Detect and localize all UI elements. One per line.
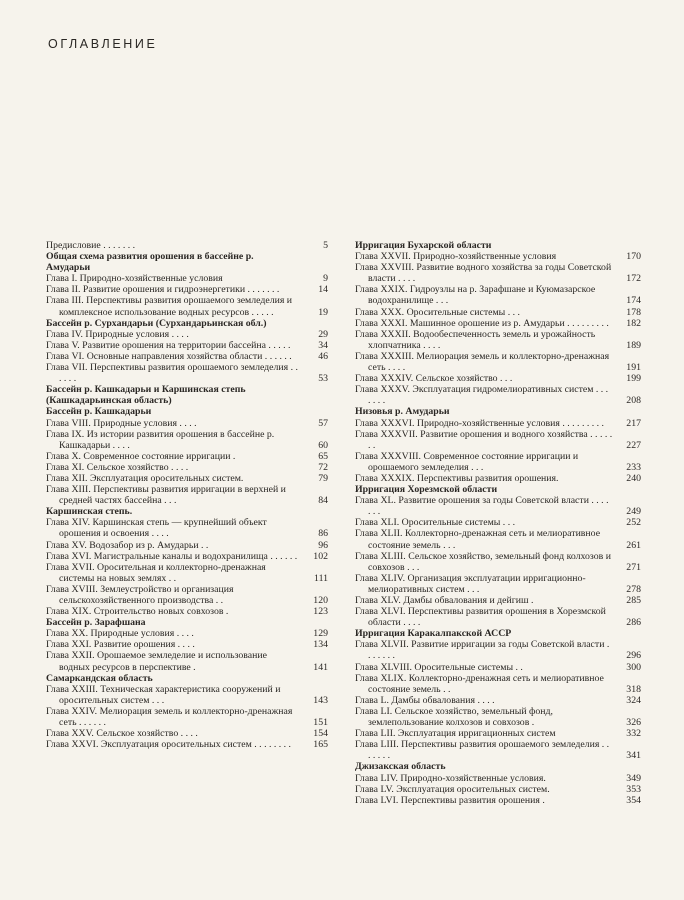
toc-entry-title: Глава LVI. Перспективы развития орошения . (355, 794, 545, 806)
toc-entry (355, 517, 641, 528)
toc-entry-title: Глава XLVII. Развитие ирригации за годы Советской власти . . . . . . . (355, 639, 610, 662)
toc-page-number: 341 (626, 750, 641, 762)
toc-entry-title: Глава XLIV. Организация эксплуатации ирригационно-мелиоративных систем . . . (355, 572, 586, 595)
toc-entry (355, 351, 641, 373)
toc-entry (46, 650, 328, 672)
toc-page-number: 285 (626, 595, 641, 606)
toc-page-number: 123 (313, 606, 328, 618)
toc-page-number: 165 (313, 739, 328, 751)
toc-entry-title: Глава XV. Водозабор из р. Амударьи . . (46, 539, 209, 551)
toc-page-number: 129 (313, 628, 328, 640)
toc-entry-title: Глава XXXVII. Развитие орошения и водного хозяйства . . . . . . . (355, 428, 613, 451)
toc-page-number: 252 (626, 517, 641, 529)
toc-entry-title: Бассейн р. Кашкадарьи (46, 406, 152, 418)
toc-entry-title: Глава X. Современное состояние ирригации . (46, 450, 236, 462)
toc-entry (46, 684, 328, 706)
toc-entry-title: Глава XVIII. Землеустройство и организация сельскохозяйственного производства . . (46, 583, 234, 606)
toc-page-number: 53 (318, 373, 328, 385)
toc-page-number: 217 (626, 417, 641, 429)
toc-entry (46, 706, 328, 728)
toc-entry-title: Джизакская область (355, 761, 446, 773)
toc-page-number: 326 (626, 717, 641, 729)
toc-column-left (46, 240, 328, 750)
toc-entry-title: Глава XXII. Орошаемое земледелие и использование водных ресурсов в перспективе . (46, 650, 267, 673)
toc-page-number: 151 (313, 717, 328, 729)
toc-entry-title: Каршинская степь. (46, 506, 133, 518)
toc-entry-title: Глава XLV. Дамбы обвалования и дейгиш . (355, 595, 534, 606)
toc-entry-title: Глава VII. Перспективы развития орошаемого земледелия . . . . . . (46, 362, 298, 385)
toc-section-heading (46, 617, 328, 628)
toc-entry-title: Глава XVI. Магистральные каналы и водохранилища . . . . . . (46, 550, 298, 562)
toc-entry-title: Глава LV. Эксплуатация оросительных систем. (355, 783, 550, 795)
toc-entry-title: Глава XIII. Перспективы развития ирригации в верхней и средней частях бассейна . . . (46, 484, 286, 507)
toc-entry (46, 429, 328, 451)
toc-entry (355, 606, 641, 628)
toc-section-heading (355, 240, 641, 251)
toc-entry-title: Глава XXIX. Гидроузлы на р. Зарафшане и Куюмазарское водохранилище . . . (355, 284, 596, 307)
toc-entry (355, 251, 641, 262)
toc-entry-title: Глава XXXI. Машинное орошение из р. Амударьи . . . . . . . . . (355, 317, 609, 329)
toc-entry-title: Глава XXX. Оросительные системы . . . (355, 306, 520, 318)
toc-entry (355, 384, 641, 406)
toc-page-number: 170 (626, 251, 641, 263)
toc-entry-title: Глава XXXIX. Перспективы развития орошения. (355, 472, 559, 484)
toc-page-number: 102 (313, 550, 328, 562)
toc-entry (355, 739, 641, 761)
toc-entry (46, 273, 328, 284)
toc-entry (355, 451, 641, 473)
toc-entry-title: Глава I. Природно-хозяйственные условия (46, 273, 223, 285)
toc-entry (46, 329, 328, 340)
toc-page-number: 208 (626, 395, 641, 407)
toc-entry-title: Глава L. Дамбы обвалования . . . . (355, 694, 495, 706)
page-title: ОГЛАВЛЕНИЕ (48, 37, 158, 51)
toc-page-number: 354 (626, 794, 641, 806)
toc-entry-title: Глава V. Развитие орошения на территории бассейна . . . . . (46, 339, 291, 351)
toc-entry-title: Бассейн р. Кашкадарьи и Каршинская степь (Кашкадарьинская область) (46, 384, 246, 407)
toc-entry (355, 551, 641, 573)
toc-page-number: 143 (313, 694, 328, 706)
toc-page-number: 72 (318, 461, 328, 473)
toc-entry (46, 606, 328, 617)
toc-entry-title: Самаркандская область (46, 672, 153, 684)
toc-entry (46, 540, 328, 551)
toc-entry-title: Глава XXIII. Техническая характеристика сооружений и оросительных систем . . . (46, 683, 281, 706)
toc-entry-title: Ирригация Бухарской области (355, 240, 492, 251)
toc-page-number: 172 (626, 273, 641, 285)
toc-entry-title: Глава II. Развитие орошения и гидроэнергетики . . . . . . . (46, 284, 280, 296)
toc-page-number: 199 (626, 373, 641, 385)
toc-entry (355, 429, 641, 451)
toc-entry-title: Бассейн р. Зарафшана (46, 617, 146, 629)
toc-page-number: 182 (626, 317, 641, 329)
toc-page-number: 111 (314, 572, 328, 584)
toc-section-heading (355, 761, 641, 772)
toc-entry (355, 706, 641, 728)
toc-entry (355, 595, 641, 606)
toc-entry-title: Глава LI. Сельское хозяйство, земельный фонд, землепользование колхозов и совхозов . (355, 705, 553, 729)
toc-section-heading (355, 406, 641, 417)
toc-page-number: 86 (318, 528, 328, 540)
toc-entry-title: Глава LIV. Природно-хозяйственные условия. (355, 772, 546, 784)
toc-page-number: 60 (318, 439, 328, 451)
toc-entry-title: Глава XXXIII. Мелиорация земель и коллекторно-дренажная сеть . . . . (355, 350, 610, 374)
toc-entry (355, 573, 641, 595)
toc-section-heading (46, 506, 328, 517)
toc-entry (46, 728, 328, 739)
toc-entry (46, 584, 328, 606)
toc-page-number: 14 (318, 284, 328, 296)
toc-entry (355, 284, 641, 306)
toc-section-heading (355, 628, 641, 639)
toc-page-number: 5 (323, 240, 328, 251)
toc-entry (355, 639, 641, 661)
toc-page-number: 9 (323, 273, 328, 285)
toc-section-heading (46, 406, 328, 417)
toc-page-number: 271 (626, 561, 641, 573)
toc-page-number: 141 (313, 661, 328, 673)
toc-entry (46, 340, 328, 351)
toc-entry-title: Глава XXXV. Эксплуатация гидромелиоративных систем . . . . . . . (355, 384, 609, 407)
toc-page-number: 84 (318, 495, 328, 507)
toc-entry-title: Глава XXXII. Водообеспеченность земель и урожайность хлопчатника . . . . (355, 328, 596, 351)
toc-entry (46, 451, 328, 462)
toc-section-heading (355, 484, 641, 495)
toc-entry-title: Глава LIII. Перспективы развития орошаемого земледелия . . . . . . . (355, 739, 610, 762)
toc-page-number: 154 (313, 728, 328, 740)
toc-entry-title: Глава XXXVI. Природно-хозяйственные условия . . . . . . . . . (355, 417, 604, 429)
toc-entry-title: Глава XLIII. Сельское хозяйство, земельный фонд колхозов и совхозов . . . (355, 550, 611, 573)
toc-entry-title: Глава XXVI. Эксплуатация оросительных систем . . . . . . . . (46, 739, 292, 751)
toc-entry (46, 484, 328, 506)
toc-entry (46, 362, 328, 384)
toc-entry-title: Глава XX. Природные условия . . . . (46, 628, 194, 640)
toc-entry (46, 462, 328, 473)
toc-entry-title: Глава XL. Развитие орошения за годы Советской власти . . . . . . . (355, 495, 609, 518)
toc-page-number: 300 (626, 661, 641, 673)
toc-entry-title: Глава XI. Сельское хозяйство . . . . (46, 461, 189, 473)
toc-entry (46, 739, 328, 750)
toc-section-heading (46, 673, 328, 684)
toc-column-right (355, 240, 641, 806)
toc-entry-title: Глава III. Перспективы развития орошаемого земледелия и комплексное использование водных ресурсов . . . . . (46, 295, 293, 318)
toc-entry (355, 418, 641, 429)
toc-page-number: 79 (318, 472, 328, 484)
toc-page-number: 34 (318, 339, 328, 351)
toc-entry (46, 628, 328, 639)
toc-entry-title: Общая схема развития орошения в бассейне р. Амударьи (46, 251, 254, 274)
toc-page-number: 249 (626, 506, 641, 518)
toc-page-number: 57 (318, 417, 328, 429)
toc-entry-title: Глава XLI. Оросительные системы . . . (355, 517, 516, 529)
toc-entry (355, 528, 641, 550)
toc-entry-title: Глава IX. Из истории развития орошения в бассейне р. Кашкадарьи . . . . (46, 428, 275, 451)
toc-section-heading (46, 251, 328, 273)
toc-entry-title: Глава XXV. Сельское хозяйство . . . . (46, 728, 198, 740)
toc-entry (46, 351, 328, 362)
toc-entry (355, 318, 641, 329)
toc-page-number: 120 (313, 595, 328, 606)
toc-section-heading (46, 318, 328, 329)
toc-page-number: 29 (318, 328, 328, 340)
toc-page-number: 134 (313, 639, 328, 651)
toc-entry (355, 473, 641, 484)
toc-page-number: 261 (626, 539, 641, 551)
toc-entry-title: Глава XXXVIII. Современное состояние ирригации и орошаемого земледелия . . . (355, 450, 579, 473)
toc-entry-title: Глава IV. Природные условия . . . . (46, 328, 189, 340)
toc-section-heading (46, 384, 328, 406)
toc-entry (46, 473, 328, 484)
toc-page-number: 178 (626, 306, 641, 318)
toc-entry (355, 784, 641, 795)
toc-entry-title: Глава XLVIII. Оросительные системы . . (355, 661, 523, 673)
toc-page-number: 296 (626, 650, 641, 662)
toc-page-number: 349 (626, 772, 641, 784)
toc-entry-title: Глава XXI. Развитие орошения . . . . (46, 639, 195, 651)
toc-entry-title: Глава XVII. Оросительная и коллекторно-дренажная системы на новых землях . . (46, 561, 266, 584)
toc-entry (355, 662, 641, 673)
toc-entry (355, 795, 641, 806)
toc-entry (46, 284, 328, 295)
toc-page-number: 286 (626, 617, 641, 629)
toc-entry-title: Глава XXVIII. Развитие водного хозяйства за годы Советской власти . . . . (355, 262, 612, 285)
toc-entry (355, 673, 641, 695)
toc-entry-title: Предисловие . . . . . . . (46, 240, 136, 251)
toc-page-number: 278 (626, 583, 641, 595)
toc-entry (46, 295, 328, 317)
toc-entry (355, 728, 641, 739)
toc-page-number: 191 (626, 362, 641, 374)
toc-entry (355, 773, 641, 784)
toc-page-number: 353 (626, 783, 641, 795)
toc-entry (46, 517, 328, 539)
toc-page-number: 332 (626, 728, 641, 740)
toc-page-number: 46 (318, 350, 328, 362)
toc-entry-title: Глава XLII. Коллекторно-дренажная сеть и мелиоративное состояние земель . . . (355, 528, 601, 551)
toc-entry (355, 695, 641, 706)
toc-entry-title: Глава VI. Основные направления хозяйства области . . . . . . (46, 350, 292, 362)
toc-page-number: 324 (626, 694, 641, 706)
toc-entry (355, 495, 641, 517)
toc-entry (46, 639, 328, 650)
toc-entry (355, 262, 641, 284)
toc-entry (355, 307, 641, 318)
toc-entry-title: Ирригация Каракалпакской АССР (355, 628, 512, 640)
toc-entry (46, 551, 328, 562)
toc-page-number: 174 (626, 295, 641, 307)
toc-page-number: 96 (318, 539, 328, 551)
toc-entry (46, 418, 328, 429)
toc-entry-title: Глава XIX. Строительство новых совхозов . (46, 606, 229, 618)
toc-page-number: 65 (318, 450, 328, 462)
toc-page-number: 19 (318, 306, 328, 318)
toc-page-number: 227 (626, 439, 641, 451)
toc-entry-title: Глава XLIX. Коллекторно-дренажная сеть и мелиоративное состояние земель . . (355, 672, 604, 695)
toc-entry-title: Глава XXXIV. Сельское хозяйство . . . (355, 373, 513, 385)
toc-entry-title: Бассейн р. Сурхандарьи (Сурхандарьинская обл.) (46, 317, 267, 329)
toc-entry (355, 373, 641, 384)
toc-entry-title: Низовья р. Амударьи (355, 406, 450, 418)
toc-entry-title: Ирригация Хорезмской области (355, 484, 498, 496)
toc-entry (46, 562, 328, 584)
toc-page-number: 233 (626, 461, 641, 473)
toc-entry-title: Глава XXVII. Природно-хозяйственные условия (355, 251, 557, 263)
toc-entry-title: Глава LII. Эксплуатация ирригационных систем (355, 728, 556, 740)
toc-page-number: 240 (626, 472, 641, 484)
toc-entry (46, 240, 328, 251)
toc-page-number: 189 (626, 339, 641, 351)
toc-page-number: 318 (626, 683, 641, 695)
toc-entry-title: Глава XII. Эксплуатация оросительных систем. (46, 472, 244, 484)
toc-entry-title: Глава XIV. Каршинская степь — крупнейший объект орошения и освоения . . . . (46, 517, 267, 540)
toc-entry (355, 329, 641, 351)
toc-entry-title: Глава XXIV. Мелиорация земель и коллекторно-дренажная сеть . . . . . . (46, 705, 293, 729)
toc-entry-title: Глава XLVI. Перспективы развития орошения в Хорезмской области . . . . (355, 606, 606, 629)
toc-entry-title: Глава VIII. Природные условия . . . . (46, 417, 197, 429)
